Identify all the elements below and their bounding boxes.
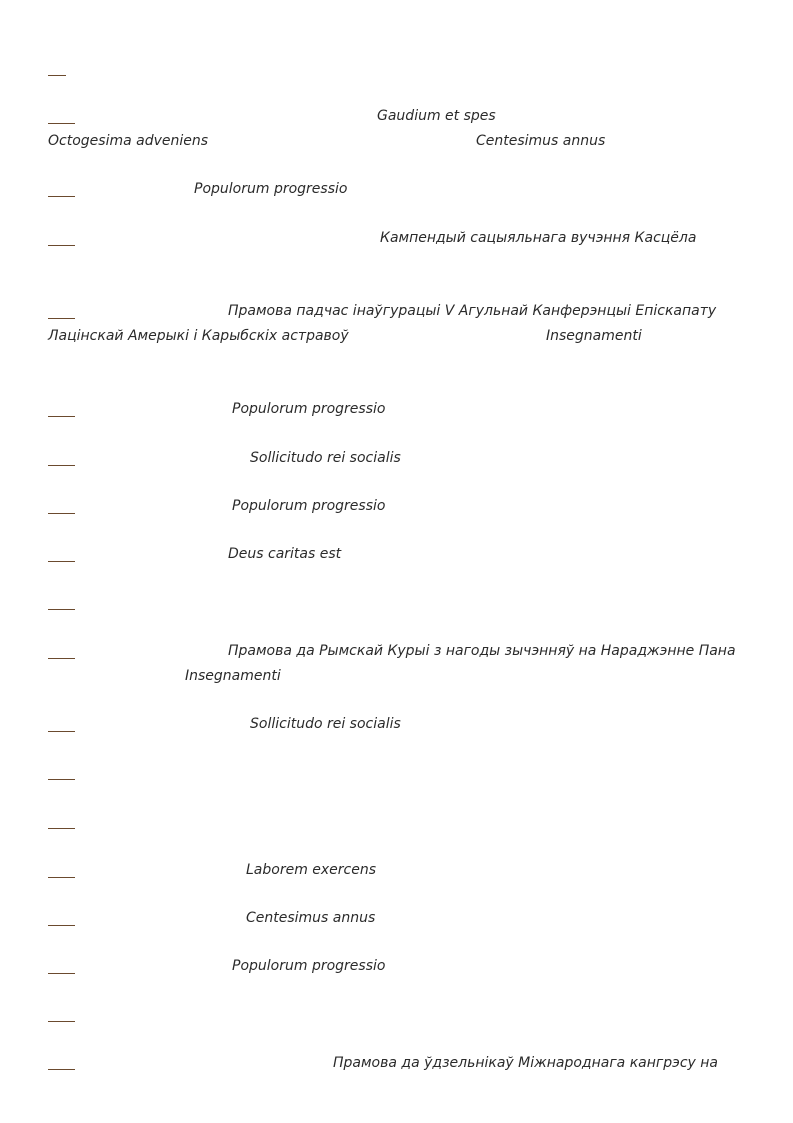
footnote-rule xyxy=(48,828,75,829)
footnote-rule xyxy=(48,731,75,732)
footnote-rule xyxy=(48,1069,75,1070)
footnote-rule xyxy=(48,658,75,659)
footnote-rule xyxy=(48,123,75,124)
italic-title: Deus caritas est xyxy=(228,546,342,562)
italic-title: Прамова падчас інаўгурацыі V Агульнай Канферэнцыі Епіскапату xyxy=(228,303,717,319)
italic-title: Insegnamenti xyxy=(546,328,642,344)
italic-title: Кампендый сацыяльнага вучэння Касцёла xyxy=(380,230,697,246)
italic-title: Octogesima adveniens xyxy=(48,133,209,149)
footnote-rule xyxy=(48,973,75,974)
footnote-rule xyxy=(48,779,75,780)
italic-title: Centesimus annus xyxy=(246,910,376,926)
footnote-rule xyxy=(48,318,75,319)
footnote-rule xyxy=(48,416,75,417)
italic-title: Лацінскай Амерыкі і Карыбскіх астравоў xyxy=(48,328,349,344)
footnote-rule xyxy=(48,513,75,514)
footnote-rule xyxy=(48,877,75,878)
italic-title: Populorum progressio xyxy=(232,401,386,417)
footnote-rule xyxy=(48,196,75,197)
italic-title: Прамова да Рымскай Курыі з нагоды зычэнняў на Нараджэнне Пана xyxy=(228,643,736,659)
italic-title: Populorum progressio xyxy=(232,498,386,514)
italic-title: Insegnamenti xyxy=(185,668,281,684)
footnote-rule xyxy=(48,1021,75,1022)
footnote-rule xyxy=(48,561,75,562)
italic-title: Sollicitudo rei socialis xyxy=(250,716,401,732)
italic-title: Gaudium et spes xyxy=(377,108,496,124)
footnote-rule xyxy=(48,75,66,76)
italic-title: Populorum progressio xyxy=(194,181,348,197)
footnote-rule xyxy=(48,609,75,610)
italic-title: Laborem exercens xyxy=(246,862,377,878)
italic-title: Sollicitudo rei socialis xyxy=(250,450,401,466)
italic-title: Centesimus annus xyxy=(476,133,606,149)
italic-title: Populorum progressio xyxy=(232,958,386,974)
footnote-rule xyxy=(48,465,75,466)
footnote-rule xyxy=(48,245,75,246)
italic-title: Прамова да ўдзельнікаў Міжнароднага кангрэсу на xyxy=(333,1055,718,1071)
footnote-rule xyxy=(48,925,75,926)
